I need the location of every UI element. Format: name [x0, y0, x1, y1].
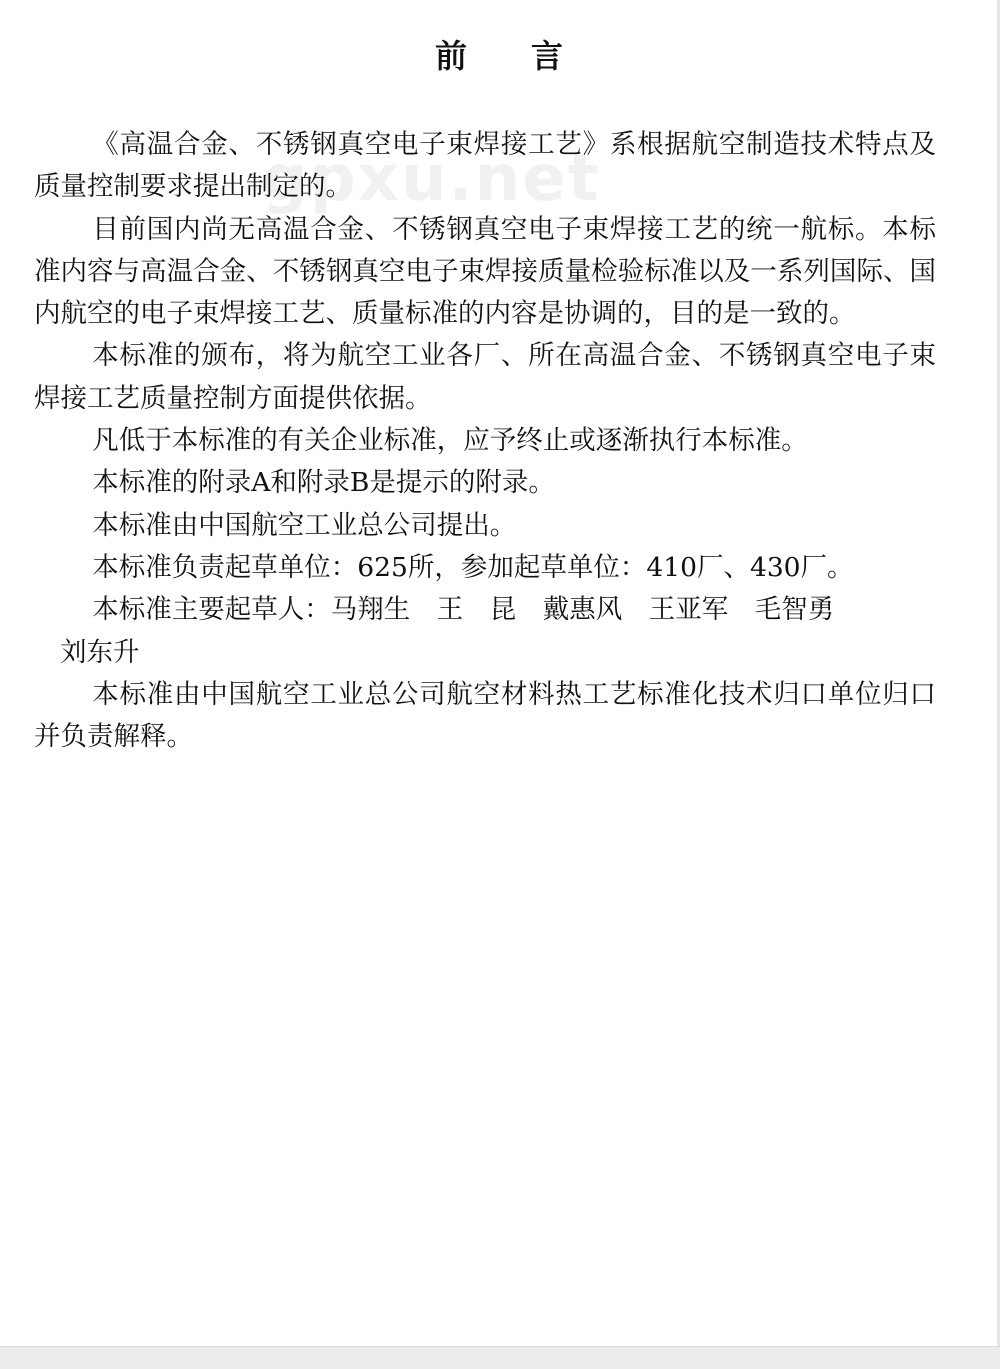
paragraph-drafters [34, 589, 936, 674]
paragraph-proposer: 本标准由中国航空工业总公司提出。 [92, 509, 517, 541]
preface-body [34, 124, 936, 758]
drafters-line-2: 刘东升 [60, 636, 140, 668]
title-part-2: 言 [531, 37, 566, 75]
paragraph-significance: 本标准的颁布，将为航空工业各厂、所在高温合金、不锈钢真空电子束焊接工艺质量控制方面提供依据。 [34, 340, 936, 414]
drafters-line-1: 本标准主要起草人：马翔生 王 昆 戴惠风 王亚军 毛智勇 [92, 594, 835, 626]
page-title [0, 36, 1000, 76]
paragraph-interpretation: 本标准由中国航空工业总公司航空材料热工艺标准化技术归口单位归口并负责解释。 [34, 678, 936, 753]
paragraph-supersede: 凡低于本标准的有关企业标准，应予终止或逐渐执行本标准。 [92, 425, 808, 457]
paragraph-background: 目前国内尚无高温合金、不锈钢真空电子束焊接工艺的统一航标。本标准内容与高温合金、不锈钢真空电子束焊接质量检验标准以及一系列国际、国内航空的电子束焊接工艺、质量标准的内容是协调的，目的是一致的。 [34, 213, 936, 330]
paragraph-appendix: 本标准的附录A和附录B是提示的附录。 [92, 467, 555, 499]
paragraph-purpose: 《高温合金、不锈钢真空电子束焊接工艺》系根据航空制造技术特点及质量控制要求提出制定的。 [34, 129, 936, 203]
viewer-bottom-strip [0, 1346, 1000, 1369]
watermark: gpxu.net [262, 142, 601, 216]
paragraph-drafting-units: 本标准负责起草单位：625所，参加起草单位：410厂、430厂。 [92, 551, 854, 583]
title-part-1: 前 [434, 37, 469, 75]
